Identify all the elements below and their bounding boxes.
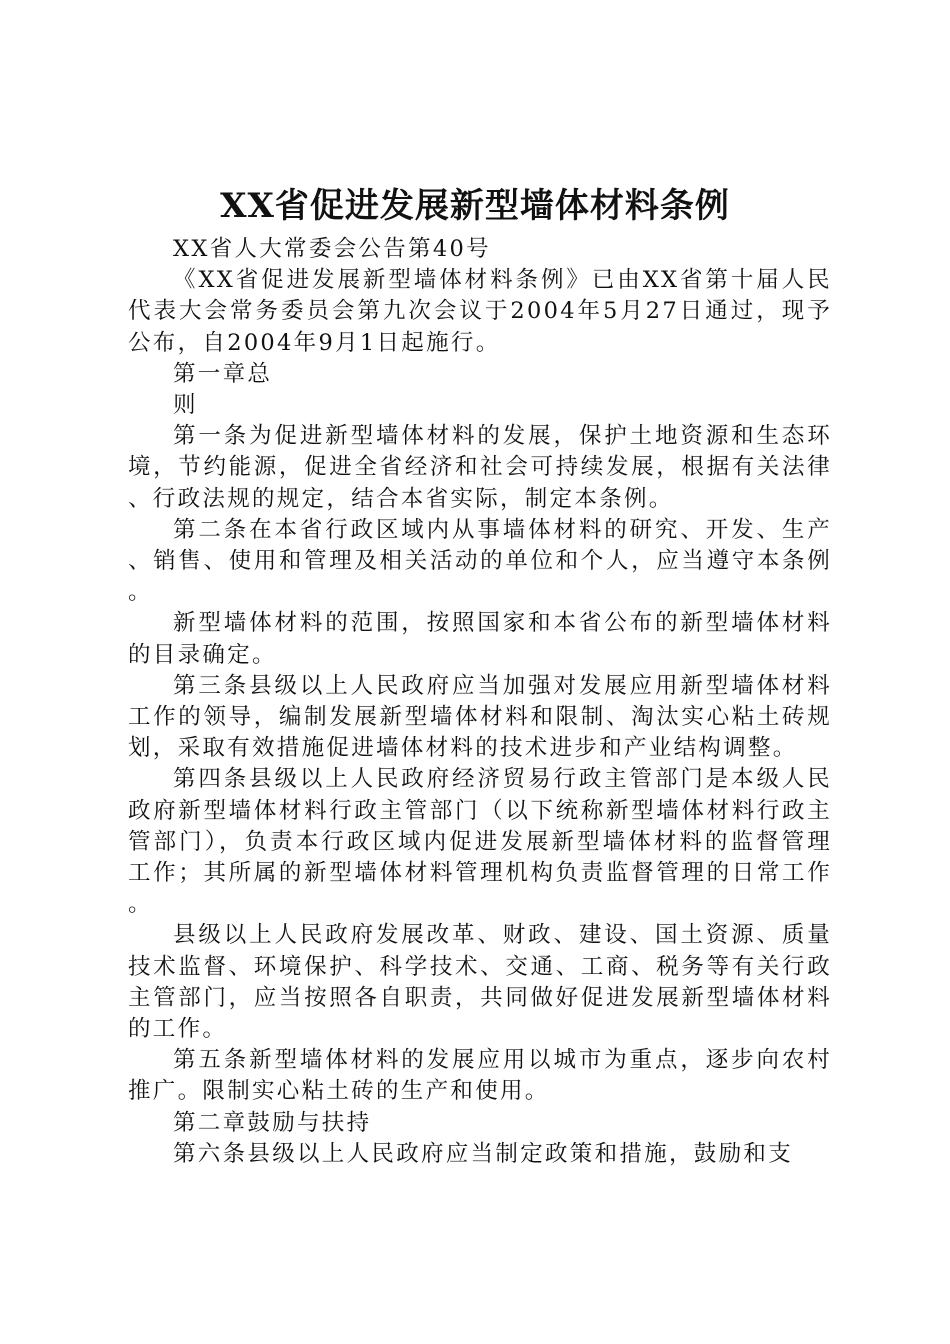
article-paragraph: 县级以上人民政府发展改革、财政、建设、国土资源、质量技术监督、环境保护、科学技术、交通、工商、税务等有关行政主管部门，应当按照各自职责，共同做好促进发展新型墙体材料的工作。 [128,922,832,1043]
article-paragraph: 新型墙体材料的范围，按照国家和本省公布的新型墙体材料的目录确定。 [128,610,832,668]
chapter-heading-continued: 则 [173,392,198,419]
chapter-heading: 第一章总 [173,360,273,387]
announcement-line: XX省人大常委会公告第40号 [173,236,491,262]
article-paragraph: 第三条县级以上人民政府应当加强对发展应用新型墙体材料工作的领导，编制发展新型墙体材料和限制、淘汰实心粘土砖规划，采取有效措施促进墙体材料的技术进步和产业结构调整。 [128,672,832,762]
article-paragraph: 第四条县级以上人民政府经济贸易行政主管部门是本级人民政府新型墙体材料行政主管部门（以下统称新型墙体材料行政主管部门），负责本行政区域内促进发展新型墙体材料的监督管理工作；其所属的新型墙体材料管理机构负责监督管理的日常工作。 [128,766,832,918]
article-paragraph: 第二条在本省行政区域内从事墙体材料的研究、开发、生产、销售、使用和管理及相关活动的单位和个人，应当遵守本条例。 [128,516,832,606]
chapter-heading: 第二章鼓励与扶持 [173,1109,372,1136]
document-title: XX省促进发展新型墙体材料条例 [220,186,730,226]
document-body [128,234,832,1170]
article-paragraph: 第五条新型墙体材料的发展应用以城市为重点，逐步向农村推广。限制实心粘土砖的生产和使用。 [128,1047,832,1105]
article-paragraph: 第六条县级以上人民政府应当制定政策和措施，鼓励和支 [173,1140,794,1167]
article-paragraph: 第一条为促进新型墙体材料的发展，保护土地资源和生态环境，节约能源，促进全省经济和社会可持续发展，根据有关法律、行政法规的规定，结合本省实际，制定本条例。 [128,423,832,512]
promulgation-paragraph: 《XX省促进发展新型墙体材料条例》已由XX省第十届人民代表大会常务委员会第九次会议于2004年5月27日通过，现予公布，自2004年9月1日起施行。 [128,267,832,356]
